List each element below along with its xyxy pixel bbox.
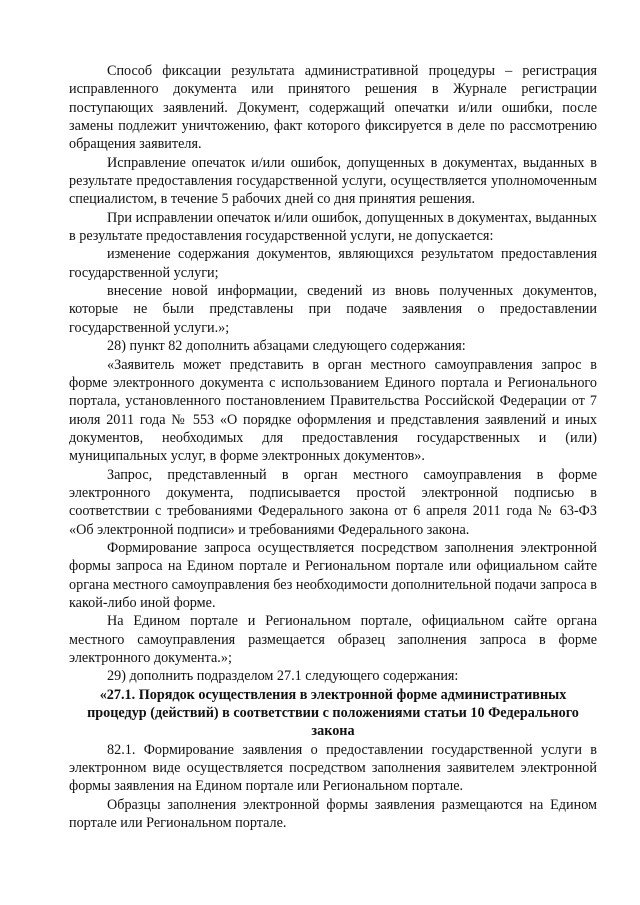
paragraph-item-29: 29) дополнить подразделом 27.1 следующего содержания:: [107, 668, 459, 685]
paragraph-correction-term: Исправление опечаток и/или ошибок, допущенных в документах, выданных в результате предоставления государственной услуги, осуществляется уполномоченным специалистом, в течение 5 рабочих дней со дня принятия решения.: [69, 154, 597, 208]
paragraph-sample-placement: На Едином портале и Региональном портале, официальном сайте органа местного самоуправления размещается образец заполнения запроса в форме электронного документа.»;: [69, 613, 597, 666]
section-heading: «27.1. Порядок осуществления в электронной форме административных процедур (действий) в соответствии с положениями статьи 10 Федерального закона: [87, 686, 579, 740]
paragraph-not-allowed: При исправлении опечаток и/или ошибок, допущенных в документах, выданных в результате предоставления государственной услуги, не допускается:: [69, 209, 597, 245]
list-item-content-change: изменение содержания документов, являющихся результатом предоставления государственной услуги;: [69, 246, 597, 281]
paragraph-82-1: 82.1. Формирование заявления о предоставлении государственной услуги в электронном виде осуществляется посредством заполнения заявителем электронной формы заявления на Едином портале или Региональном портале.: [69, 741, 597, 795]
paragraph-electronic-signature: Запрос, представленный в орган местного самоуправления в форме электронного документа, подписывается простой электронной подписью в соответствии с требованиями Федерального закона от 6 апреля 2011 года № 63-ФЗ «Об электронной подписи» и требованиями Федерального закона.: [69, 466, 597, 538]
paragraph-item-28: 28) пункт 82 дополнить абзацами следующего содержания:: [107, 338, 466, 355]
paragraph-fixation-method: Способ фиксации результата административной процедуры – регистрация исправленного документа или принятого решения в Журнале регистрации поступающих заявлений. Документ, содержащий опечатки и/или ошибки, после замены подлежит уничтожению, факт которого фиксируется в деле по рассмотрению обращения заявителя.: [69, 63, 597, 153]
list-item-new-information: внесение новой информации, сведений из вновь полученных документов, которые не были представлены при подаче заявления о предоставлении государственной услуги.»;: [69, 283, 597, 336]
paragraph-samples: Образцы заполнения электронной формы заявления размещаются на Едином портале или Региональном портале.: [69, 796, 597, 832]
paragraph-electronic-request: «Заявитель может представить в орган местного самоуправления запрос в форме электронного документа с использованием Единого портала и Регионального портала, установленного постановлением Правительства Российской Федерации от 7 июля 2011 года № 553 «О порядке оформления и представления заявлений и иных документов, необходимых для предоставления государственных и (или) муниципальных услуг, в форме электронных документов».: [69, 356, 597, 465]
paragraph-request-forming: Формирование запроса осуществляется посредством заполнения электронной формы запроса на Едином портале и Региональном портале или официальном сайте органа местного самоуправления без необходимости дополнительной подачи запроса в какой-либо иной форме.: [69, 539, 597, 611]
document-page: [69, 62, 597, 832]
